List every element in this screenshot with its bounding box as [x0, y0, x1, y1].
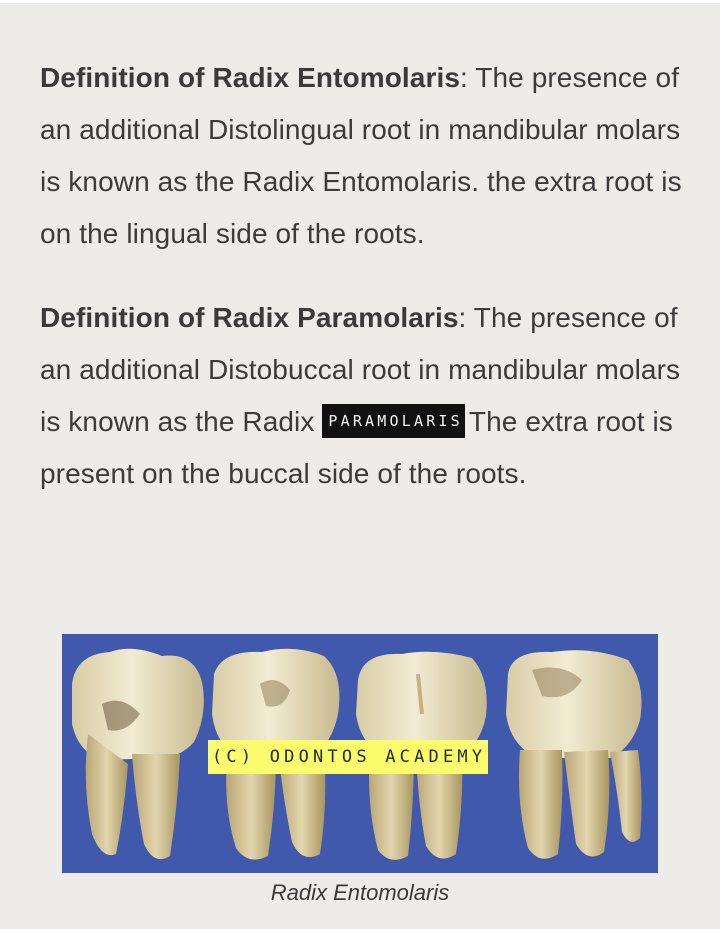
- figure-caption: Radix Entomolaris: [270, 880, 450, 905]
- definition-paramolaris-text: : The presence of an additional Distobuccal root in mandibular molars is known as the Radix: [40, 302, 681, 437]
- top-strip: [0, 0, 720, 3]
- definition-entomolaris-text: : The presence of an additional Distolingual root in mandibular molars is known as the Radix Entomolaris. the extra root is on the lingual side of the roots.: [40, 62, 682, 249]
- definition-paramolaris: [40, 292, 690, 500]
- watermark-label: (C) ODONTOS ACADEMY: [208, 740, 488, 774]
- definition-entomolaris: [40, 52, 690, 260]
- definition-paramolaris-text-after: The extra root is present on the buccal side of the roots.: [40, 406, 673, 489]
- paramolaris-tag: PARAMOLARIS: [322, 404, 465, 438]
- term-paramolaris: Definition of Radix Paramolaris: [40, 302, 459, 333]
- term-entomolaris: Definition of Radix Entomolaris: [40, 62, 461, 93]
- article-body: [40, 52, 690, 500]
- molar-teeth-photo: [62, 634, 658, 873]
